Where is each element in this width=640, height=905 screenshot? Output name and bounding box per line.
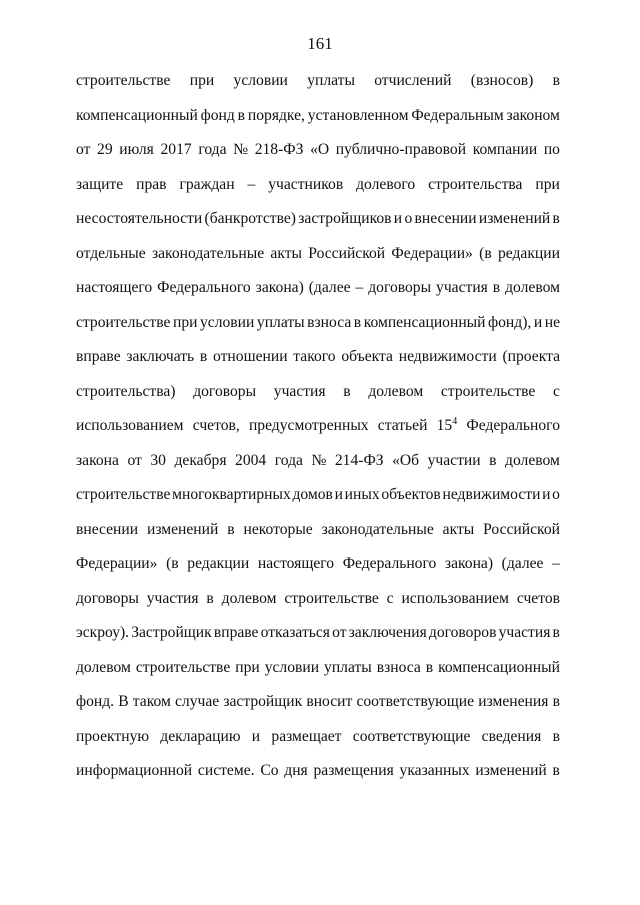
word: от [332, 624, 347, 641]
text-line [76, 306, 560, 341]
text-line [76, 375, 560, 410]
word: договоров [428, 624, 497, 641]
word: (в [479, 244, 492, 262]
word: закона [76, 451, 119, 469]
word: в [552, 72, 560, 89]
text-line [76, 202, 560, 237]
word: в [552, 624, 560, 641]
word: сведения [481, 727, 542, 745]
word: в [552, 693, 560, 710]
word: прав [136, 175, 167, 193]
word: 29 [97, 141, 113, 158]
word: проектную [76, 727, 150, 745]
word: фонд. [76, 693, 115, 710]
word: строительстве [284, 589, 379, 607]
word: № [233, 141, 249, 158]
word: – [247, 175, 256, 193]
word: строительстве [76, 72, 171, 89]
word: «О [310, 141, 330, 158]
text-line [76, 651, 560, 686]
word: таком [132, 693, 171, 710]
text-line [76, 99, 560, 134]
word: акты [442, 520, 475, 538]
word: участия [273, 382, 326, 400]
document-body [76, 64, 560, 789]
word: фонд [200, 106, 235, 124]
word: и [533, 313, 543, 331]
text-line [76, 64, 560, 99]
word: счетов [516, 589, 560, 607]
text-line [76, 444, 560, 479]
word: в [492, 279, 501, 296]
word: строительстве [76, 486, 171, 503]
word: использованием [76, 417, 184, 434]
word: отдельные [76, 244, 146, 262]
word: строительстве [135, 658, 231, 676]
word: недвижимости [398, 348, 497, 365]
word: защите [76, 175, 124, 193]
word: вправе [213, 624, 259, 641]
word: настоящего [257, 555, 335, 572]
word: размещает [271, 727, 342, 745]
word: уплаты [307, 72, 355, 89]
word: 218-ФЗ [254, 141, 304, 158]
word: изменений [478, 210, 551, 227]
word: участников [268, 175, 344, 193]
word: о [404, 210, 413, 227]
word: с [553, 382, 560, 400]
word: недвижимости [442, 486, 541, 503]
word: застройщик [223, 693, 303, 710]
word: от [127, 451, 142, 469]
word: с [386, 589, 394, 607]
word: Федерации» [391, 244, 473, 262]
text-line [76, 754, 560, 789]
word: объектов [381, 486, 441, 503]
word: (взносов) [470, 72, 534, 89]
word: информационной [76, 762, 193, 779]
word: долевого [356, 175, 416, 193]
word: в [353, 313, 362, 331]
word: закона) [444, 555, 494, 572]
word: в [489, 451, 497, 469]
word: предусмотренных [248, 417, 369, 434]
word: использованием [401, 589, 509, 607]
text-line [76, 340, 560, 375]
word: редакции [187, 555, 250, 572]
word: $15^4$ [436, 416, 458, 434]
word: законодательные [321, 520, 434, 538]
word: и [393, 210, 403, 227]
word: Российской [483, 520, 560, 538]
word: изменения [478, 693, 549, 710]
word: строительстве [440, 382, 536, 400]
word: статьей [377, 417, 428, 434]
word: граждан [179, 175, 235, 193]
word: – [552, 555, 560, 572]
word: условии [200, 313, 255, 331]
word: при [172, 313, 198, 331]
word: (в [166, 555, 179, 572]
word: заключения [348, 624, 427, 641]
word: вправе [76, 348, 121, 365]
word: декабря [174, 451, 227, 469]
word: счетов, [192, 417, 240, 434]
word: некоторые [243, 520, 313, 538]
word: компенсационный [438, 658, 560, 676]
word: при [535, 175, 560, 193]
word: договоры [193, 382, 257, 400]
word: дня [284, 762, 308, 779]
text-line [76, 133, 560, 168]
word: иных [344, 486, 380, 503]
word: взноса [376, 658, 421, 676]
word: указанных [399, 762, 470, 779]
word: акты [270, 244, 303, 262]
word: условии [264, 658, 320, 676]
word: домов [292, 486, 333, 503]
word: отказаться [260, 624, 330, 641]
word: Федерального [466, 417, 560, 434]
word: долевом [505, 279, 560, 296]
word: законодательные [151, 244, 265, 262]
word: долевом [76, 658, 131, 676]
word: Российской [308, 244, 386, 262]
text-line [76, 478, 560, 513]
word: 214-ФЗ [334, 451, 384, 469]
word: в [206, 589, 214, 607]
word: и [542, 486, 551, 503]
word: долевом [221, 589, 277, 607]
text-line [76, 237, 560, 272]
word: при [189, 72, 215, 89]
word: компании [472, 141, 538, 158]
word: в [552, 762, 560, 779]
word: настоящего [76, 279, 153, 296]
word: соответствующие [356, 693, 475, 710]
word: изменений [146, 520, 219, 538]
word: Федерального [342, 555, 437, 572]
word: долевом [368, 382, 424, 400]
word: заключать [126, 348, 195, 365]
word: законом [506, 106, 560, 124]
word: отчислений [374, 72, 452, 89]
word: размещения [313, 762, 394, 779]
word: публично-правовой [335, 141, 467, 158]
word: участия [436, 279, 488, 296]
word: в [343, 382, 351, 400]
word: (далее [308, 279, 351, 296]
word: в [552, 727, 560, 745]
word: участия [146, 589, 199, 607]
word: по [543, 141, 560, 158]
word: компенсационный [363, 313, 486, 331]
word: 2004 [235, 451, 267, 469]
word: не [544, 313, 560, 331]
word: системе. [197, 762, 255, 779]
text-line [76, 547, 560, 582]
word: компенсационный [76, 106, 198, 124]
word: (банкротстве) [204, 210, 296, 227]
word: долевом [505, 451, 560, 469]
word: вносит [306, 693, 353, 710]
word: многоквартирных [172, 486, 291, 503]
word: Со [260, 762, 279, 779]
word: случае [175, 693, 220, 710]
word: и [251, 727, 261, 745]
word: июля [119, 141, 154, 158]
word: – [355, 279, 364, 296]
word: внесении [414, 210, 477, 227]
text-line [76, 685, 560, 720]
word: отношении [213, 348, 288, 365]
word: соответствующие [352, 727, 471, 745]
word: участия [498, 624, 551, 641]
text-line [76, 720, 560, 755]
word: года [274, 451, 303, 469]
text-line [76, 168, 560, 203]
word: 30 [150, 451, 166, 469]
word: внесении [76, 520, 139, 538]
word: в [237, 106, 246, 124]
word: установленном [307, 106, 409, 124]
word: редакции [497, 244, 560, 262]
word: от [76, 141, 91, 158]
word: застройщиков [298, 210, 392, 227]
word: (далее [501, 555, 544, 572]
word: участии [427, 451, 481, 469]
word: в [552, 210, 560, 227]
word: строительства [428, 175, 523, 193]
word: Федеральным [411, 106, 504, 124]
word: несостоятельности [76, 210, 203, 227]
text-line [76, 582, 560, 617]
word: «Об [392, 451, 420, 469]
word: в [425, 658, 434, 676]
word: в [199, 348, 208, 365]
word: года [198, 141, 227, 158]
text-line [76, 409, 560, 444]
word: уплаты [324, 658, 372, 676]
word: строительстве [76, 313, 171, 331]
word: изменений [475, 762, 547, 779]
word: уплаты [256, 313, 305, 331]
word: № [311, 451, 327, 469]
word: условии [233, 72, 288, 89]
word: договоры [76, 589, 139, 607]
superscript: 4 [452, 416, 458, 427]
word: о [552, 486, 560, 503]
word: порядке, [247, 106, 305, 124]
word: декларацию [160, 727, 241, 745]
word: 2017 [160, 141, 192, 158]
word: при [235, 658, 260, 676]
word: договоры [368, 279, 432, 296]
word: (проекта [502, 348, 560, 365]
word: закона) [255, 279, 304, 296]
text-line [76, 513, 560, 548]
word: объекта [341, 348, 393, 365]
word: Федерального [157, 279, 251, 296]
word: взноса [307, 313, 352, 331]
word: и [334, 486, 343, 503]
word: Федерации» [76, 555, 158, 572]
text-line [76, 616, 560, 651]
text-line [76, 271, 560, 306]
word: эскроу). [76, 624, 130, 641]
word: Застройщик [131, 624, 212, 641]
page-number: 161 [307, 34, 333, 53]
word: фонд), [488, 313, 532, 331]
word: в [227, 520, 235, 538]
word: такого [293, 348, 336, 365]
word: В [118, 693, 129, 710]
word: строительства) [76, 382, 176, 400]
